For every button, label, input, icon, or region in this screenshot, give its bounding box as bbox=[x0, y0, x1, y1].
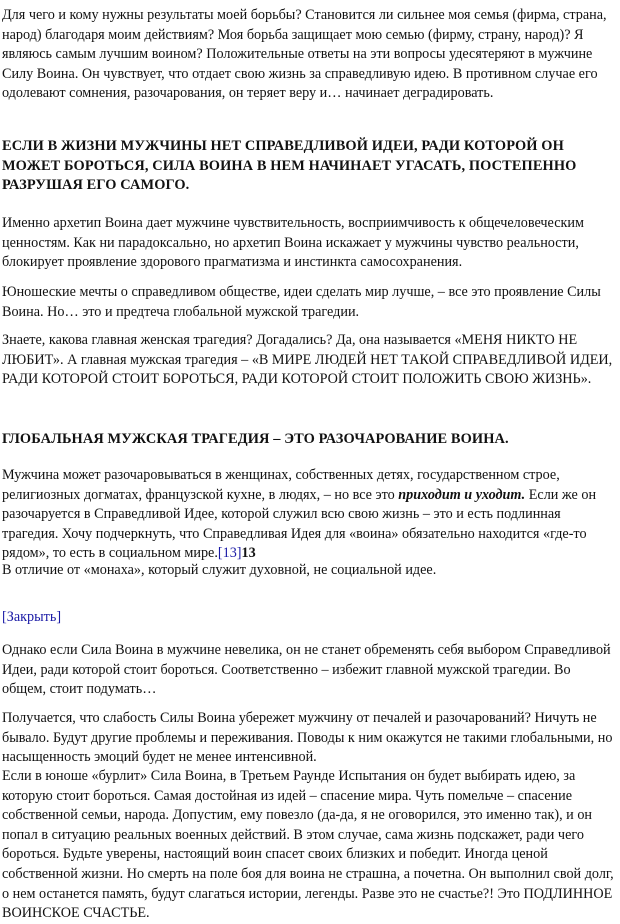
close-link-container bbox=[2, 608, 616, 628]
heading-2: ГЛОБАЛЬНАЯ МУЖСКАЯ ТРАГЕДИЯ – ЭТО РАЗОЧАРОВАНИЕ ВОИНА. bbox=[2, 431, 509, 447]
paragraph-5-text-a: Мужчина может разочаровываться в женщинах, собственных детях, государственном строе, религиозных догматах, французской кухне, в людях, – но все это bbox=[2, 467, 560, 503]
footnote-number: 13 bbox=[241, 545, 256, 562]
paragraph-5-text-b: Если же он разочаруется в Справедливой Идее, которой служил всю свою жизнь – это и есть подлинная трагедия. Хочу подчеркнуть, что Справедливая Идея для «воина» обязательно находится «где-то рядом», то есть в социальном мире. bbox=[2, 486, 597, 562]
close-link[interactable]: [Закрыть] bbox=[2, 609, 62, 625]
paragraph-5-emphasis: приходит и уходит. bbox=[398, 486, 526, 503]
paragraph-1: Для чего и кому нужны результаты моей борьбы? Становится ли сильнее моя семья (фирма, страна, народ) благодаря моим действиям? Моя борьба защищает мою семью (фирму, страну, народ)? Я являюсь самым лучшим воином? Положительные ответы на эти вопросы удесятеряют в мужчине Силу Воина. Он чувствует, что отдает свою жизнь за справедливую идею. В противном случае его одолевают сомнения, разочарования, он теряет веру и… начинает деградировать. bbox=[2, 7, 607, 102]
paragraph-4: Знаете, какова главная женская трагедия? Догадались? Да, она называется «МЕНЯ НИКТО НЕ ЛЮБИТ». А главная мужская трагедия – «В МИРЕ ЛЮДЕЙ НЕТ ТАКОЙ СПРАВЕДЛИВОЙ ИДЕИ, РАДИ КОТОРОЙ СТОИТ БОРОТЬСЯ, РАДИ КОТОРОЙ СТОИТ ПОЛОЖИТЬ СВОЮ ЖИЗНЬ». bbox=[2, 332, 613, 388]
paragraph-7: Однако если Сила Воина в мужчине невелика, он не станет обременять себя выбором Справедливой Идеи, ради которой стоит бороться. Соответственно – избежит главной мужской трагедии. Во общем, стоит подумать… bbox=[2, 642, 611, 698]
heading-1: ЕСЛИ В ЖИЗНИ МУЖЧИНЫ НЕТ СПРАВЕДЛИВОЙ ИДЕИ, РАДИ КОТОРОЙ ОН МОЖЕТ БОРОТЬСЯ, СИЛА ВОИНА В НЕМ НАЧИНАЕТ УГАСАТЬ, ПОСТЕПЕННО РАЗРУШАЯ ЕГО САМОГО. bbox=[2, 138, 577, 193]
footnote-text: В отличие от «монаха», который служит духовной, не социальной идее. bbox=[2, 562, 437, 578]
footnote-13-link[interactable]: [13] bbox=[217, 545, 242, 562]
paragraph-3: Юношеские мечты о справедливом обществе, идеи сделать мир лучше, – все это проявление Силы Воина. Но… это и предтеча глобальной мужской трагедии. bbox=[2, 284, 601, 320]
paragraph-5 bbox=[2, 466, 616, 564]
paragraph-2: Именно архетип Воина дает мужчине чувствительность, восприимчивость к общечеловеческим ценностям. Как ни парадоксально, но архетип Воина искажает у мужчины чувство реальности, блокирует проявление здорового прагматизма и инстинкта самосохранения. bbox=[2, 215, 584, 271]
paragraph-9: Если в юноше «бурлит» Сила Воина, в Третьем Раунде Испытания он будет выбирать идею, за которую стоит бороться. Самая достойная из идей – спасение мира. Чуть помельче – спасение собственной семьи, народа. Допустим, ему повезло (да-да, я не оговорился, это именно так), и он попал в ситуацию реальных военных действий. В этом случае, сама жизнь подскажет, ради чего бороться. Будьте уверены, настоящий воин спасет своих близких и победит. Иногда ценой собственной жизни. Но смерть на поле боя для воина не страшна, а почетна. Он выполнил свой долг, о нем останется память, будут слагаться истории, легенды. Разве это не счастье?! Это ПОДЛИННОЕ ВОИНСКОЕ СЧАСТЬЕ. bbox=[2, 768, 614, 922]
paragraph-8: Получается, что слабость Силы Воина убережет мужчину от печалей и разочарований? Ничуть не бывало. Будут другие проблемы и переживания. Поводы к ним окажутся не такими глобальными, но насыщенность эмоций будет не менее интенсивной. bbox=[2, 710, 613, 766]
